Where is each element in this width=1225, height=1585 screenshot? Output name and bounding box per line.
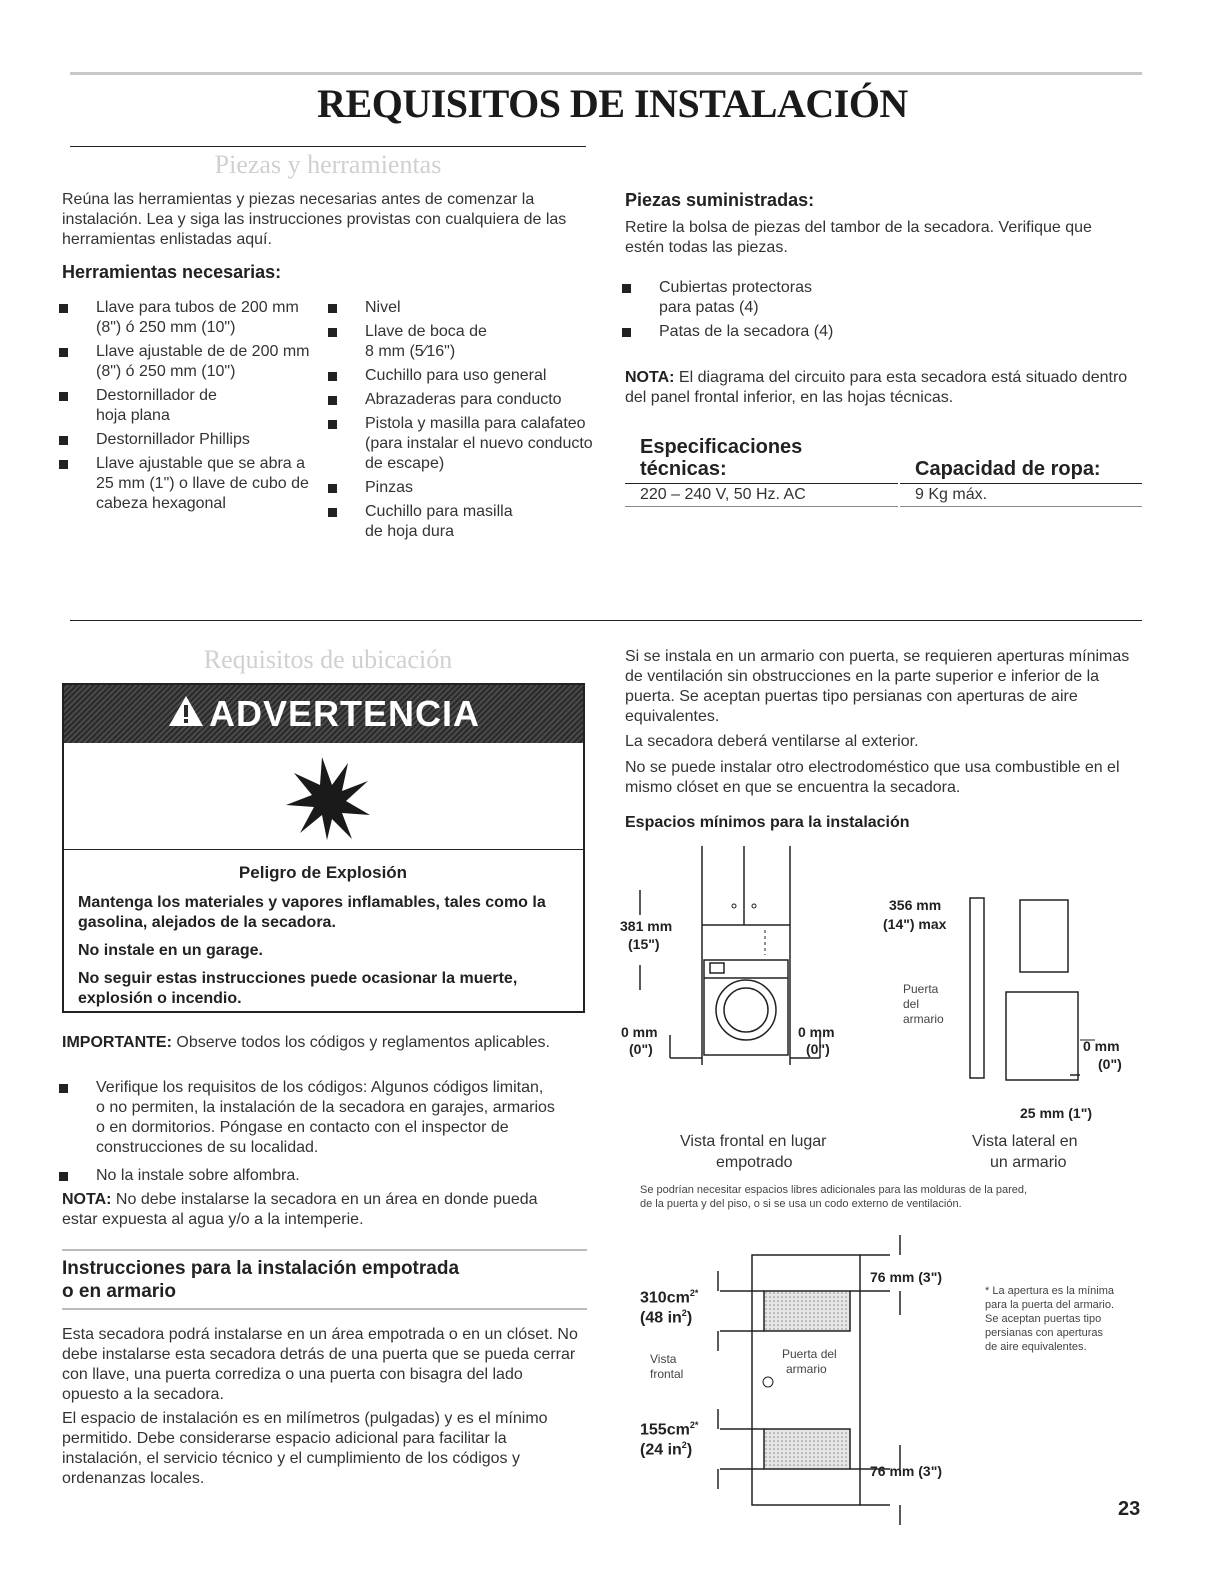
capacity-label: Capacidad de ropa: [915,458,1101,480]
important-paragraph: IMPORTANTE: Observe todos los códigos y reglamentos aplicables. [62,1034,550,1051]
list-item: Llave ajustable que se abra a 25 mm (1") o llave de cubo de cabeza hexagonal [56,454,326,514]
list-item: No la instale sobre alfombra. [56,1166,556,1186]
list-item: Cuchillo para masilla de hoja dura [325,502,525,542]
dim-0-right: 0 mm [1083,1038,1120,1054]
supplied-heading: Piezas suministradas: [625,190,815,210]
list-item: Destornillador de hoja plana [56,386,246,426]
list-item: Cubiertas protectoras para patas (4) [619,278,829,318]
dim-0-mid-in: (0") [806,1041,830,1057]
section-rule-parts [70,146,586,147]
vent-24: (24 $in^2$) [640,1440,693,1459]
tools-list-col2 [325,298,593,546]
recess-top-rule [62,1249,587,1251]
list-item: Pinzas [325,478,593,498]
list-item: Llave para tubos de 200 mm (8") ó 250 mm (10") [56,298,326,338]
vent-76-bottom: 76 mm (3") [870,1463,942,1479]
closet-door-label-1: Puerta del [782,1347,837,1361]
hazard-line-1: Mantenga los materiales y vapores inflamables, tales como la gasolina, alejados de la secadora. [78,894,546,931]
recess-heading-line1: Instrucciones para la instalación empotrada [62,1258,460,1279]
spec-rule [625,483,898,484]
vent-76-top: 76 mm (3") [870,1269,942,1285]
vista-label-2: frontal [650,1367,684,1381]
supplied-list [619,278,879,346]
parts-note: NOTA: El diagrama del circuito para esta secadora está situado dentro del panel frontal inferior, en las hojas técnicas. [625,369,1128,406]
list-item: Llave de boca de 8 mm (5⁄16") [325,322,495,362]
dim-356: 356 mm [889,897,942,913]
important-list [56,1078,556,1190]
list-item: Patas de la secadora (4) [619,322,879,342]
right-paragraph-3: No se puede instalar otro electrodoméstico que usa combustible en el mismo clóset en que se encuentra la secadora. [625,759,1120,796]
list-item: Cuchillo para uso general [325,366,593,386]
vista-label-1: Vista [650,1352,677,1366]
door-label-2: del [903,997,920,1011]
recess-paragraph-1: Esta secadora podrá instalarse en un área empotrada o en un clóset. No debe instalarse esta secadora detrás de una puerta que se pueda cerrar con llave, una puerta corrediza o una puerta con bisagra del lado opuesto a la secadora. [62,1326,578,1403]
section-rule-location [70,620,1142,621]
warning-box [62,683,585,1013]
recess-paragraph-2: El espacio de instalación es en milímetros (pulgadas) y es el mínimo permitido. Debe considerarse espacio adicional para facilitar la instalación, el servicio técnico y el cumplimiento de los códigos y ordenanzas locales. [62,1410,548,1487]
hazard-title: Peligro de Explosión [238,863,408,882]
warning-triangle-icon [167,687,205,745]
list-item: Verifique los requisitos de los códigos: Algunos códigos limitan, o no permiten, la instalación de la secadora en garajes, armarios o en dormitorios. Póngase en contacto con el inspector de construcciones de su localidad. [56,1078,556,1158]
spec-value: 220 – 240 V, 50 Hz. AC [640,486,806,503]
supplied-intro: Retire la bolsa de piezas del tambor de la secadora. Verifique que estén todas las piezas. [625,219,1092,256]
explosion-icon [282,755,372,850]
dim-381-in: (15") [628,936,660,952]
tools-heading: Herramientas necesarias: [62,262,282,282]
dim-0-mid: 0 mm [798,1024,835,1040]
closet-door-label-2: armario [786,1362,827,1376]
right-paragraph-1: Si se instala en un armario con puerta, se requieren aperturas mínimas de ventilación sin obstrucciones en la parte superior e inferior de la puerta. Se aceptan puertas tipo persianas con aperturas de aire equivalentes. [625,648,1130,725]
star-note: * La apertura es la mínima para la puerta del armario. Se aceptan puertas tipo persianas con aperturas de aire equivalentes. [985,1285,1115,1353]
dim-0-left-in: (0") [629,1041,653,1057]
dim-25: 25 mm (1") [1020,1105,1092,1121]
right-paragraph-2: La secadora deberá ventilarse al exterior. [625,733,919,750]
warning-banner: ADVERTENCIA [64,685,583,743]
recess-bottom-rule [62,1308,587,1310]
page-number: 23 [1118,1498,1141,1520]
warning-divider [64,849,583,850]
spaces-heading: Espacios mínimos para la instalación [625,814,910,831]
hazard-line-2: No instale en un garage. [78,942,263,959]
footnote-line1: Se podrían necesitar espacios libres adicionales para las molduras de la pared, [640,1184,1028,1196]
section-heading-location: Requisitos de ubicación [203,645,453,674]
vent-155: $155cm^{2*}$ [640,1420,699,1439]
spec-bottom-rule [625,506,898,507]
vent-48: (48 $in^2$) [640,1308,693,1327]
list-item: Destornillador Phillips [56,430,326,450]
recess-heading-line2: o en armario [62,1281,177,1302]
list-item: Abrazaderas para conducto [325,390,593,410]
dim-0-right-in: (0") [1098,1056,1122,1072]
caption-front-line2: empotrado [716,1154,793,1171]
top-rule [70,72,1142,75]
door-label-1: Puerta [903,982,939,996]
door-label-3: armario [903,1012,944,1026]
vent-310: $310cm^{2*}$ [640,1288,699,1307]
section-heading-parts: Piezas y herramientas [214,150,442,179]
page-title: REQUISITOS DE INSTALACIÓN [317,81,908,126]
footnote-line2: de la puerta y del piso, o si se usa un codo externo de ventilación. [640,1198,962,1210]
capacity-bottom-rule [900,506,1142,507]
spec-label-line2: técnicas: [640,458,727,480]
list-item: Llave ajustable de de 200 mm (8") ó 250 mm (10") [56,342,326,382]
hazard-line-3: No seguir estas instrucciones puede ocasionar la muerte, explosión o incendio. [78,970,518,1007]
list-item: Nivel [325,298,593,318]
capacity-value: 9 Kg máx. [915,486,988,503]
location-note: NOTA: No debe instalarse la secadora en un área en donde pueda estar expuesta al agua y/o a la intemperie. [62,1191,538,1228]
dim-0-left: 0 mm [621,1024,658,1040]
parts-intro: Reúna las herramientas y piezas necesarias antes de comenzar la instalación. Lea y siga las instrucciones provistas con cualquiera de las herramientas enlistadas aquí. [62,191,567,248]
list-item: Pistola y masilla para calafateo (para instalar el nuevo conducto de escape) [325,414,593,474]
caption-side-line1: Vista lateral en [972,1133,1078,1150]
caption-front-line1: Vista frontal en lugar [680,1133,827,1150]
tools-list-col1 [56,298,326,518]
spec-label-line1: Especificaciones [640,436,803,458]
dim-381: 381 mm [620,918,673,934]
caption-side-line2: un armario [990,1154,1067,1171]
dim-356-in: (14") max [883,916,947,932]
capacity-rule [900,483,1142,484]
